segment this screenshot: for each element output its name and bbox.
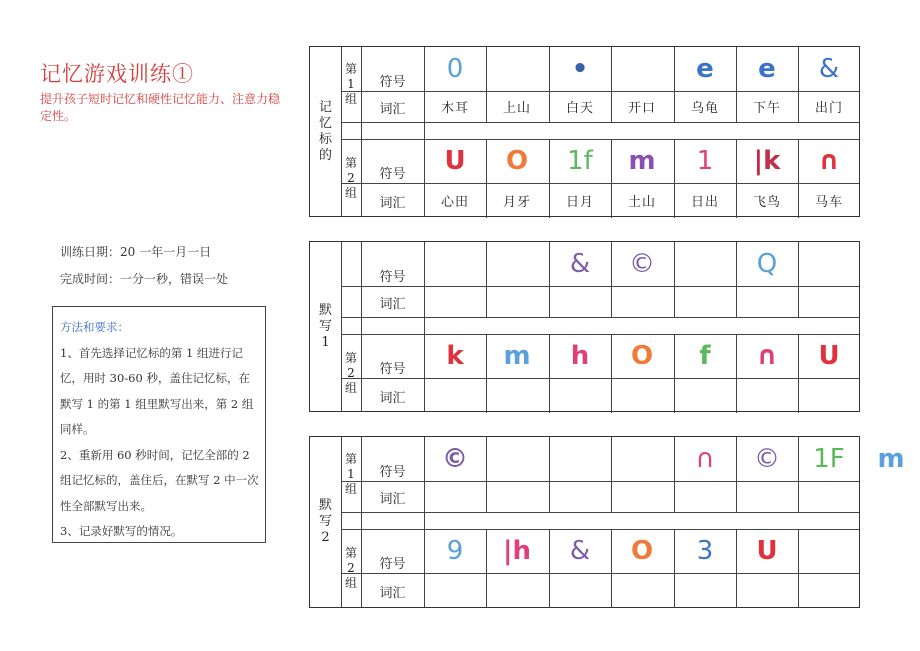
vocab-row-label: 词汇 <box>379 101 406 117</box>
grid-line-h <box>341 512 859 513</box>
symbol-cell: ∩ <box>695 444 715 474</box>
vocab-cell <box>798 378 860 413</box>
vocab-cell <box>611 378 673 413</box>
panel-label-char: 默 <box>318 498 332 513</box>
group2-label <box>341 529 361 608</box>
symbol-cell <box>611 437 673 481</box>
group-label-char: 第 <box>344 62 357 76</box>
vocab-cell: 飞鸟 <box>752 195 781 210</box>
symbol-cell: O <box>630 341 654 371</box>
vocab-row-label: 词汇 <box>379 585 406 601</box>
symbol-cell: ∩ <box>756 341 778 371</box>
symbol-row-label: 符号 <box>379 465 406 480</box>
vocab-cell: 土山 <box>627 195 656 210</box>
symbol-cell <box>798 529 860 573</box>
grid-line-h <box>341 317 859 318</box>
vocab-cell <box>736 378 798 413</box>
method-heading: 方法和要求： <box>60 320 129 334</box>
group-label-char: 组 <box>344 186 357 200</box>
symbol-cell <box>486 47 548 91</box>
symbol-cell <box>486 437 548 481</box>
completion-time: 完成时间：一分一秒，错误一处 <box>60 272 229 286</box>
symbol-cell: 1 <box>696 146 714 176</box>
page-subtitle: 提升孩子短时记忆和硬性记忆能力、注意力稳定性。 <box>40 92 281 123</box>
vocab-cell: 乌龟 <box>690 101 719 116</box>
group-label-char: 1 <box>347 467 355 481</box>
symbol-cell: Q <box>756 249 778 279</box>
symbol-cell: 3 <box>696 536 714 566</box>
group-label-char: 组 <box>344 381 357 395</box>
vocab-cell <box>486 378 548 413</box>
vocab-cell <box>611 573 673 608</box>
panel-label-char: 的 <box>318 147 332 163</box>
symbol-row-label: 符号 <box>379 75 406 90</box>
symbol-cell: e <box>696 54 714 84</box>
panel-label-char: 2 <box>321 530 330 545</box>
group-label-char: 组 <box>344 576 357 590</box>
symbol-row-label: 符号 <box>379 270 406 285</box>
symbol-row-label: 符号 <box>379 167 406 182</box>
vocab-cell <box>674 286 736 317</box>
group-label-char: 第 <box>344 452 357 466</box>
panel-label-char: 写 <box>318 318 332 334</box>
group-label-char: 第 <box>344 546 357 560</box>
symbol-cell: O <box>505 146 529 176</box>
panel-label-char: 标 <box>318 131 332 147</box>
vocab-cell: 下午 <box>752 101 781 116</box>
vocab-cell <box>549 481 611 512</box>
symbol-cell: m <box>877 444 905 474</box>
vocab-cell: 出门 <box>814 101 843 116</box>
method-box <box>52 306 266 543</box>
panel-label-char: 忆 <box>318 115 332 131</box>
symbol-cell: 1F <box>813 444 845 474</box>
panel-label <box>310 47 341 216</box>
group1-label <box>341 47 361 122</box>
vocab-cell <box>549 573 611 608</box>
group-label-char: 组 <box>344 92 357 106</box>
vocab-cell <box>611 286 673 317</box>
symbol-cell <box>486 242 548 286</box>
group2-label <box>341 334 361 413</box>
group-label-char: 组 <box>344 482 357 496</box>
symbol-cell: |h <box>502 536 531 566</box>
symbol-cell: m <box>628 146 656 176</box>
panel-label-char: 默 <box>318 302 332 318</box>
vocab-row-label: 词汇 <box>379 296 406 312</box>
vocab-cell <box>611 481 673 512</box>
vocab-cell <box>798 286 860 317</box>
vocab-cell: 月牙 <box>502 195 531 210</box>
group1-label <box>341 242 361 317</box>
symbol-cell: U <box>756 536 778 566</box>
symbol-cell: & <box>569 536 591 566</box>
symbol-cell: & <box>818 54 840 84</box>
group-label-char: 1 <box>347 77 355 91</box>
method-step-2: 2、重新用 60 秒时间，记忆全部的 2 组记忆标的，盖住后，在默写 2 中一次性全部默写出来。 <box>60 447 259 513</box>
vocab-cell: 马车 <box>814 195 843 210</box>
memory-target-panel <box>309 46 860 217</box>
group-label-char: 第 <box>344 156 357 170</box>
vocab-cell: 日月 <box>565 195 594 210</box>
symbol-cell <box>549 437 611 481</box>
group-label-char: 2 <box>347 171 355 185</box>
vocab-cell <box>424 573 486 608</box>
vocab-cell: 日出 <box>690 195 719 210</box>
symbol-cell <box>424 242 486 286</box>
vocab-cell <box>798 573 860 608</box>
symbol-cell: ∩ <box>818 146 840 176</box>
symbol-cell: |k <box>753 146 781 176</box>
group1-label <box>341 437 361 512</box>
vocab-row-label: 词汇 <box>379 195 406 211</box>
symbol-row-label: 符号 <box>379 557 406 572</box>
group2-label <box>341 139 361 218</box>
symbol-cell: 1f <box>567 146 593 176</box>
vocab-cell <box>736 286 798 317</box>
grid-line-h <box>341 122 859 123</box>
vocab-cell <box>424 481 486 512</box>
symbol-cell: m <box>503 341 531 371</box>
vocab-cell: 木耳 <box>440 101 469 116</box>
group-label-char: 2 <box>347 366 355 380</box>
vocab-cell <box>674 378 736 413</box>
page-title: 记忆游戏训练① <box>40 62 194 86</box>
vocab-cell <box>486 573 548 608</box>
symbol-cell: U <box>444 146 466 176</box>
symbol-cell: f <box>699 341 711 371</box>
symbol-cell <box>674 242 736 286</box>
symbol-cell: 9 <box>446 536 464 566</box>
symbol-cell: & <box>569 249 591 279</box>
symbol-cell: O <box>630 536 654 566</box>
recall-1-panel <box>309 241 860 412</box>
panel-label-char: 1 <box>321 334 330 350</box>
symbol-cell: h <box>570 341 590 371</box>
symbol-cell: © <box>754 444 780 474</box>
method-step-1: 1、首先选择记忆标的第 1 组进行记忆，用时 30-60 秒，盖住记忆标，在默写 1 的第 1 组里默写出来，第 2 组同样。 <box>60 345 254 436</box>
vocab-cell: 白天 <box>565 101 594 116</box>
vocab-cell <box>549 286 611 317</box>
group-label-char: 2 <box>347 561 355 575</box>
vocab-cell <box>549 378 611 413</box>
training-date: 训练日期：20 一年一月一日 <box>60 245 212 259</box>
vocab-cell <box>736 481 798 512</box>
panel-label-char: 记 <box>318 99 332 115</box>
vocab-cell: 心田 <box>440 195 469 210</box>
vocab-cell: 开口 <box>627 101 656 116</box>
symbol-row-label: 符号 <box>379 362 406 377</box>
vocab-cell: 上山 <box>502 101 531 116</box>
vocab-cell <box>736 573 798 608</box>
vocab-row-label: 词汇 <box>379 390 406 406</box>
panel-label <box>310 437 341 607</box>
vocab-cell <box>486 286 548 317</box>
symbol-cell: © <box>629 249 655 279</box>
recall-2-panel <box>309 436 905 608</box>
symbol-cell: k <box>446 341 464 371</box>
panel-label-char: 写 <box>318 514 332 529</box>
symbol-cell <box>798 242 860 286</box>
vocab-cell <box>424 286 486 317</box>
vocab-cell <box>424 378 486 413</box>
symbol-cell: • <box>571 54 589 84</box>
method-step-3: 3、记录好默写的情况。 <box>60 524 183 538</box>
symbol-cell: © <box>442 444 468 474</box>
symbol-cell: 0 <box>446 54 464 84</box>
vocab-row-label: 词汇 <box>379 491 406 507</box>
vocab-cell <box>674 573 736 608</box>
panel-label <box>310 242 341 411</box>
vocab-cell <box>486 481 548 512</box>
vocab-cell <box>674 481 736 512</box>
symbol-cell: e <box>758 54 776 84</box>
symbol-cell: U <box>818 341 840 371</box>
group-label-char: 第 <box>344 351 357 365</box>
symbol-cell <box>611 47 673 91</box>
vocab-cell <box>798 481 860 512</box>
